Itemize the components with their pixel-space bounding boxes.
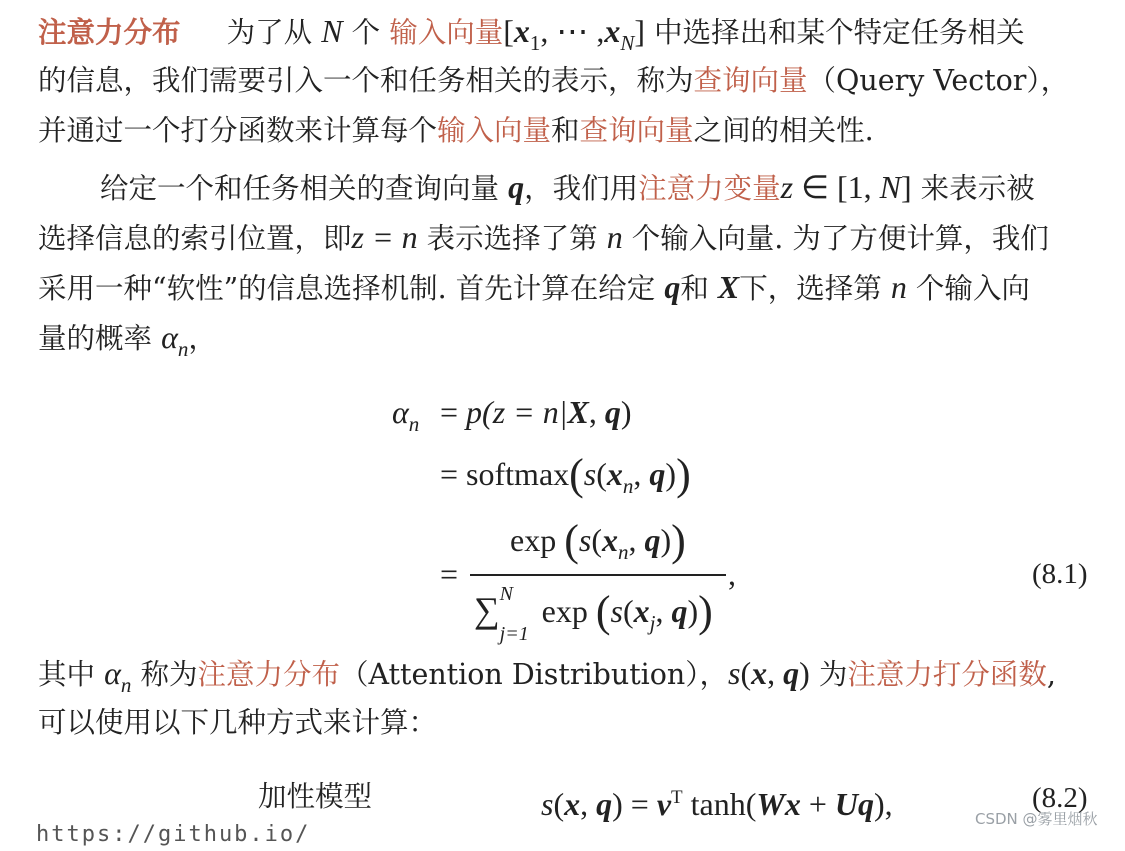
math: ] xyxy=(634,13,646,49)
math-z: z xyxy=(780,169,794,205)
math-q: q xyxy=(644,522,661,558)
math-U: U xyxy=(834,786,858,822)
text: 为了从 xyxy=(226,16,313,49)
math-q: q xyxy=(664,269,681,305)
text: , xyxy=(1046,658,1056,691)
csdn-watermark: CSDN @雾里烟秋 xyxy=(975,810,1098,828)
equation-number-8-2: (8.2) xyxy=(1032,782,1088,814)
math-x: x xyxy=(784,786,801,822)
math-x: x xyxy=(606,456,623,492)
math: ), xyxy=(873,786,893,822)
math-x: x xyxy=(751,655,768,691)
para1-line2 xyxy=(38,64,1069,98)
para2-line2 xyxy=(38,220,1049,256)
eq81-row1 xyxy=(440,394,632,430)
eq81-row3-equals xyxy=(440,556,458,592)
math-paren: ) xyxy=(698,587,713,636)
eq82-formula: s(x, $q) = v^T$ tanh(Wx + Uq), xyxy=(541,786,893,822)
term-attention-distribution: 注意力分布 xyxy=(38,15,181,49)
math-sub: n xyxy=(177,337,189,361)
term-query-vector: 查询向量 xyxy=(579,114,694,147)
para3-line1: 其中 $\alpha_n$ 称为注意力分布（Attention Distribution），s(x, q) 为注意力打分函数, xyxy=(38,655,1056,697)
math-N: N xyxy=(321,13,343,49)
math-X: X xyxy=(717,269,740,305)
term-attention-scoring-function: 注意力打分函数 xyxy=(847,658,1047,691)
math-sub: 1 xyxy=(529,31,541,55)
math-paren: ) xyxy=(671,516,686,565)
math-sum: ∑ xyxy=(474,590,500,630)
para1-line3 xyxy=(38,114,874,148)
math-alpha: α xyxy=(161,319,178,355)
math-s: s xyxy=(541,786,554,822)
math-paren: ( xyxy=(595,587,611,636)
para1-line1 xyxy=(38,14,1025,60)
math-sub: n xyxy=(408,412,420,436)
text: 可以使用以下几种方式来计算： xyxy=(38,706,438,739)
text: ， xyxy=(188,322,217,355)
math-N: N xyxy=(879,169,901,205)
math-x: x xyxy=(633,593,650,629)
math-transpose: T xyxy=(671,787,683,808)
math-q: q xyxy=(508,169,525,205)
math-sub: j xyxy=(649,611,656,635)
math-paren: ( xyxy=(564,516,579,565)
math-tanh: tanh( xyxy=(682,786,757,822)
footer-url-text: https://github.io/ xyxy=(36,822,311,847)
math-equals: = xyxy=(440,556,459,592)
eq81-numerator: $\exp (s(x_n$, q)) xyxy=(510,516,686,565)
term-attention-distribution: 注意力分布 xyxy=(197,658,340,691)
text: 给定一个和任务相关的查询向量 xyxy=(100,172,500,205)
math-exp: exp xyxy=(541,593,588,629)
text: 为 xyxy=(818,658,848,691)
para2-line3 xyxy=(38,270,1030,306)
para3-line2 xyxy=(38,706,437,740)
term-query-vector: 查询向量 xyxy=(693,64,808,97)
text: 和 xyxy=(680,272,709,305)
math-q: q xyxy=(604,394,621,430)
term-attention-variable: 注意力变量 xyxy=(638,172,781,205)
math-x: x xyxy=(564,786,581,822)
math-n: n xyxy=(606,219,623,255)
eq82-label: 加性模型 xyxy=(258,780,373,813)
math: ∈ [1, xyxy=(793,169,880,205)
math-s: s xyxy=(578,522,592,558)
eq81-lhs xyxy=(392,394,419,442)
text: 其中 xyxy=(38,658,96,691)
math-s: s xyxy=(583,456,597,492)
math-sum-lower: j=1 xyxy=(499,623,529,645)
text: 采用一种“软性”的信息选择机制. 首先计算在给定 xyxy=(38,272,656,305)
math-X: X xyxy=(567,394,589,430)
text: 个 xyxy=(351,16,381,49)
math: , xyxy=(728,556,736,592)
math-n: n xyxy=(890,269,907,305)
text: 来表示被 xyxy=(920,172,1035,205)
text: 并通过一个打分函数来计算每个 xyxy=(38,114,438,147)
math-v: v xyxy=(656,786,672,822)
math-W: W xyxy=(756,786,785,822)
math-q: q xyxy=(671,593,688,629)
math-q: q xyxy=(783,655,800,691)
math-x: x xyxy=(604,13,621,49)
math-q: q xyxy=(649,456,666,492)
text: ，我们用 xyxy=(524,172,639,205)
math-q: q xyxy=(857,786,874,822)
equation-number-8-1: (8.1) xyxy=(1032,558,1088,590)
math-alpha: α xyxy=(392,394,409,430)
text: 表示选择了第 xyxy=(426,222,598,255)
eq81-denominator: ∑ N j=1 $\exp (s(x_j$, q)) xyxy=(474,592,713,641)
math-equals: = xyxy=(440,394,459,430)
math: [ xyxy=(503,13,514,49)
text: 个输入向 xyxy=(915,272,1030,305)
math-sub: n xyxy=(120,673,132,697)
math-softmax: softmax xyxy=(466,456,570,492)
math-x: x xyxy=(601,522,618,558)
math-exp: exp xyxy=(510,522,557,558)
eq81-comma xyxy=(728,556,736,592)
math-q: q xyxy=(596,786,613,822)
math-sub: N xyxy=(620,31,635,55)
math-equals: = xyxy=(440,456,459,492)
math: p(z = n| xyxy=(466,394,568,430)
math-sub: n xyxy=(622,474,634,498)
text: 和 xyxy=(551,114,580,147)
math-s: s xyxy=(610,593,623,629)
math: ] xyxy=(900,169,912,205)
text: 选择信息的索引位置，即 xyxy=(38,222,352,255)
math: , ⋯ , xyxy=(540,13,605,49)
text: （Attention Distribution）， xyxy=(339,658,729,691)
text: 之间的相关性. xyxy=(693,114,874,147)
math-paren: ( xyxy=(569,450,584,499)
text: （Query Vector）， xyxy=(807,64,1070,97)
math-sum-upper: N xyxy=(499,583,514,605)
math-paren: ) xyxy=(676,450,691,499)
math-z-eq-n: z = n xyxy=(351,219,418,255)
text: 下，选择第 xyxy=(739,272,882,305)
text: 量的概率 xyxy=(38,322,153,355)
math: , xyxy=(588,394,605,430)
term-input-vector: 输入向量 xyxy=(389,16,504,49)
text: 的信息，我们需要引入一个和任务相关的表示，称为 xyxy=(38,64,694,97)
math-s: s xyxy=(728,655,741,691)
text: 个输入向量. 为了方便计算，我们 xyxy=(631,222,1049,255)
math: ) xyxy=(620,394,632,430)
math-sub: n xyxy=(617,540,629,564)
text: 中选择出和某个特定任务相关 xyxy=(654,16,1025,49)
math-alpha: α xyxy=(104,655,121,691)
para2-line1 xyxy=(100,170,1035,206)
text: 称为 xyxy=(140,658,198,691)
math-plus: + xyxy=(800,786,835,822)
para2-line4 xyxy=(38,320,217,366)
footer-url-fragment xyxy=(36,822,311,847)
eq81-row2: = $softmax(s(x_n$, q)) xyxy=(440,450,691,499)
term-input-vector: 输入向量 xyxy=(437,114,552,147)
math-x: x xyxy=(513,13,530,49)
